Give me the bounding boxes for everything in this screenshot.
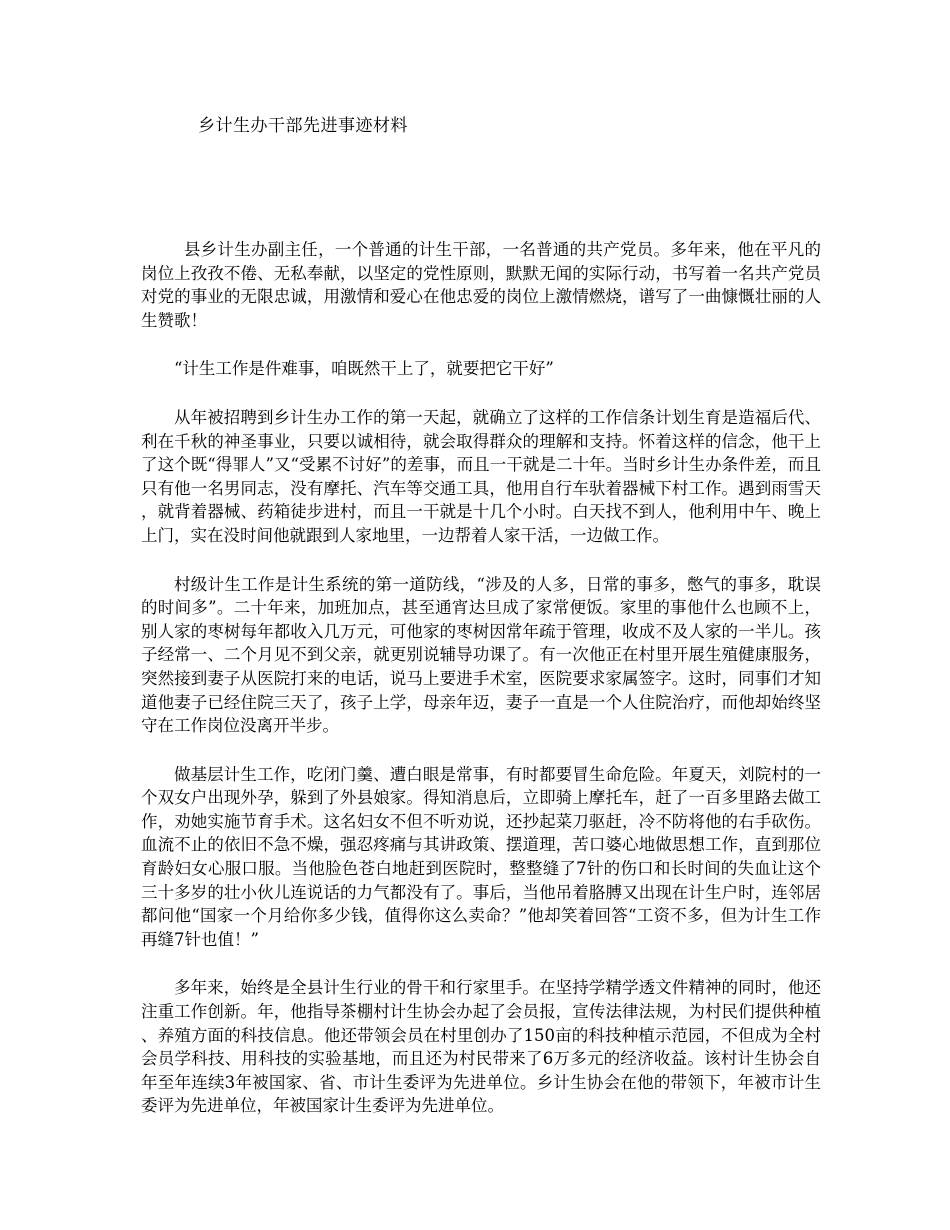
- paragraph-innovation: 多年来，始终是全县计生行业的骨干和行家里手。在坚持学精学透文件精神的同时，他还注重工作创新。年，他指导茶棚村计生协会办起了会员报，宣传法律法规，为村民们提供种植、养殖方面的科技信息。他还带领会员在村里创办了150亩的科技种植示范园，不但成为全村会员学科技、用科技的实验基地，而且还为村民带来了6万多元的经济收益。该村计生协会自年至年连续3年被国家、省、市计生委评为先进单位。乡计生协会在他的带领下，年被市计生委评为先进单位，年被国家计生委评为先进单位。: [141, 978, 821, 1116]
- paragraph-village-work: 村级计生工作是计生系统的第一道防线，“涉及的人多，日常的事多，憋气的事多，耽误的时间多”。二十年来，加班加点，甚至通宵达旦成了家常便饭。家里的事他什么也顾不上，别人家的枣树每年都收入几万元，可他家的枣树因常年疏于管理，收成不及人家的一半儿。孩子经常一、二个月见不到父亲，就更别说辅导功课了。有一次他正在村里开展生殖健康服务，突然接到妻子从医院打来的电话，说马上要进手术室，医院要求家属签字。这时，同事们才知道他妻子已经住院三天了，孩子上学，母亲年迈，妻子一直是一个人住院治疗，而他却始终坚守在工作岗位没离开半步。: [141, 574, 821, 736]
- document-title: 乡计生办干部先进事迹材料: [198, 116, 408, 136]
- paragraph-quote-heading: “计生工作是件难事，咱既然干上了，就要把它干好”: [174, 359, 554, 379]
- document-body: [141, 238, 821, 1143]
- paragraph-early-career: 从年被招聘到乡计生办工作的第一天起，就确立了这样的工作信条计划生育是造福后代、利在千秋的神圣事业，只要以诚相待，就会取得群众的理解和支持。怀着这样的信念，他干上了这个既“得罪人”又“受累不讨好”的差事，而且一干就是二十年。当时乡计生办条件差，而且只有他一名男同志，没有摩托、汽车等交通工具，他用自行车驮着器械下村工作。遇到雨雪天，就背着器械、药箱徒步进村，而且一干就是十几个小时。白天找不到人，他利用中午、晚上上门，实在没时间他就跟到人家地里，一边帮着人家干活，一边做工作。: [141, 407, 821, 545]
- paragraph-danger: 做基层计生工作，吃闭门羹、遭白眼是常事，有时都要冒生命危险。年夏天，刘院村的一个双女户出现外孕，躲到了外县娘家。得知消息后，立即骑上摩托车，赶了一百多里路去做工作，劝她实施节育手术。这名妇女不但不听劝说，还抄起菜刀驱赶，冷不防将他的右手砍伤。血流不止的依旧不急不燥，强忍疼痛与其讲政策、摆道理，苦口婆心地做思想工作，直到那位育龄妇女心服口服。当他脸色苍白地赶到医院时，整整缝了7针的伤口和长时间的失血让这个三十多岁的壮小伙儿连说话的力气都没有了。事后，当他吊着胳膊又出现在计生户时，连邻居都问他“国家一个月给你多少钱，值得你这么卖命？”他却笑着回答“工资不多，但为计生工作再缝7针也值！”: [141, 764, 821, 949]
- paragraph-intro: 县乡计生办副主任，一个普通的计生干部，一名普通的共产党员。多年来，他在平凡的岗位上孜孜不倦、无私奉献，以坚定的党性原则，默默无闻的实际行动，书写着一名共产党员对党的事业的无限忠诚，用激情和爱心在他忠爱的岗位上激情燃烧，谱写了一曲慷慨壮丽的人生赞歌！: [141, 240, 821, 330]
